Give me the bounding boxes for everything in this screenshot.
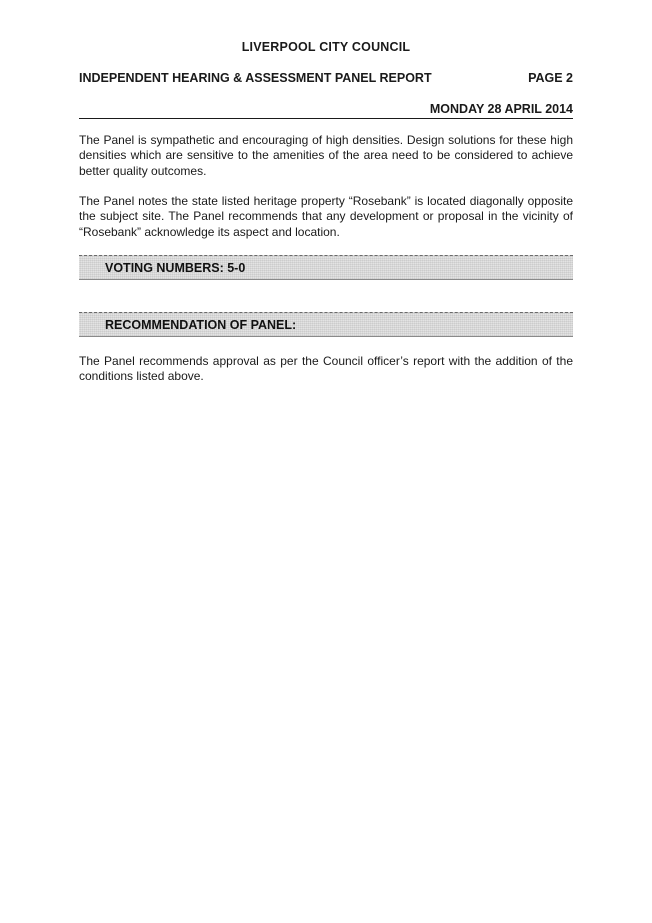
recommendation-heading: RECOMMENDATION OF PANEL: [105,318,297,332]
report-date: MONDAY 28 APRIL 2014 [79,102,573,119]
page-number: PAGE 2 [528,71,573,85]
voting-numbers-heading: VOTING NUMBERS: 5-0 [105,261,246,275]
recommendation-paragraph: The Panel recommends approval as per the Council officer’s report with the addition of the conditions listed above. [79,354,573,384]
voting-numbers-bar [79,255,573,280]
paragraph-high-densities: The Panel is sympathetic and encouraging of high densities. Design solutions for these high densities which are sensitive to the amenities of the area need to be considered to achieve better quality outcomes. [79,133,573,178]
report-title: INDEPENDENT HEARING & ASSESSMENT PANEL REPORT [79,71,432,85]
council-name-heading: LIVERPOOL CITY COUNCIL [241,40,411,54]
report-title-row [79,71,573,85]
recommendation-bar [79,312,573,337]
paragraph-heritage-rosebank: The Panel notes the state listed heritage property “Rosebank” is located diagonally opposite the subject site. The Panel recommends that any development or proposal in the vicinity of “Rosebank” acknowledge its aspect and location. [79,194,573,239]
